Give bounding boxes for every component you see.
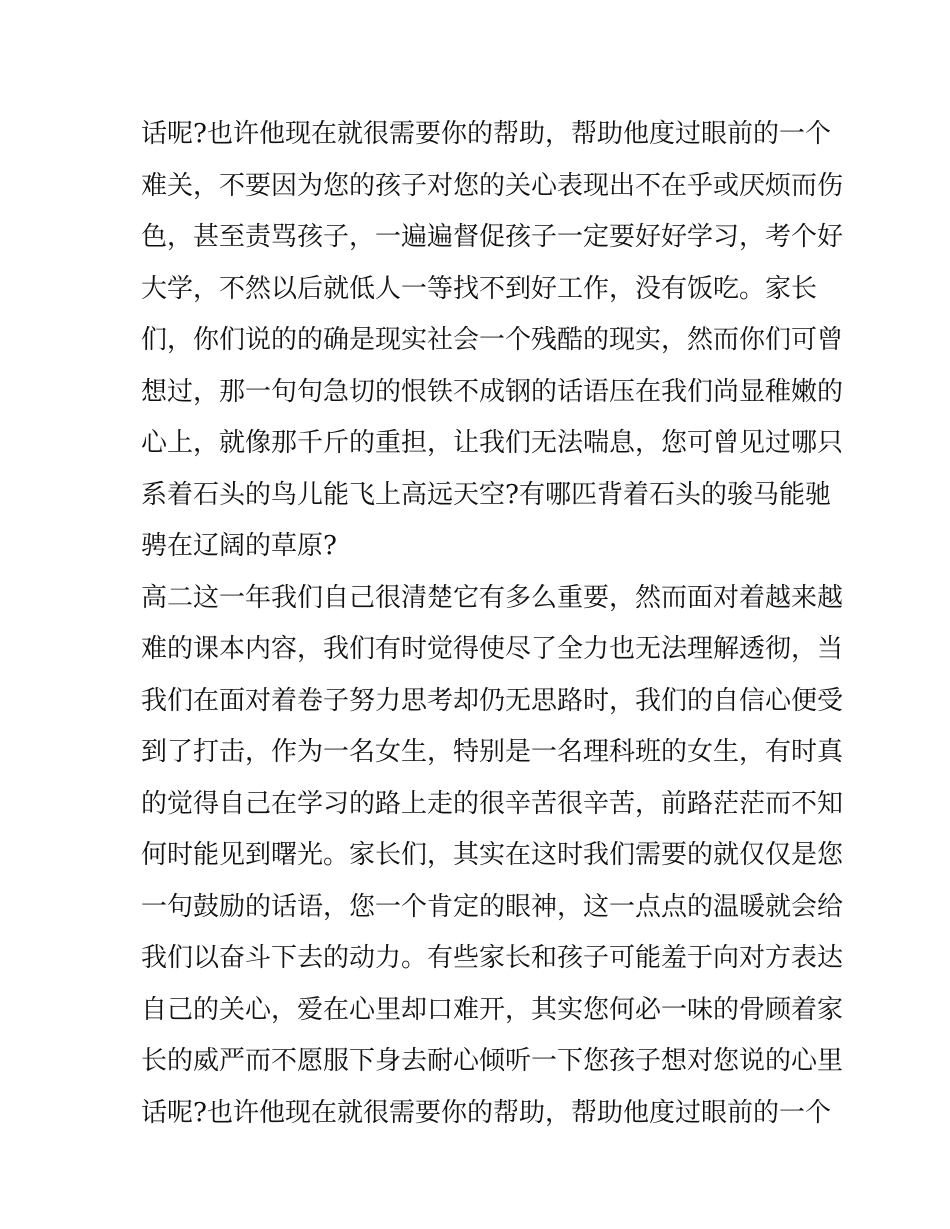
text-line: 话呢?也许他现在就很需要你的帮助，帮助他度过眼前的一个 [141, 1097, 831, 1128]
text-line: 大学，不然以后就低人一等找不到好工作，没有饭吃。家长 [141, 273, 818, 304]
body-text [141, 109, 844, 1139]
text-line: 我们在面对着卷子努力思考却仍无思路时，我们的自信心便受 [141, 685, 844, 716]
text-line: 们，你们说的的确是现实社会一个残酷的现实，然而你们可曾 [141, 325, 844, 355]
text-line: 长的威严而不愿服下身去耐心倾听一下您孩子想对您说的心里 [141, 1046, 844, 1076]
text-line: 骋在辽阔的草原? [141, 531, 337, 561]
text-line: 想过，那一句句急切的恨铁不成钢的话语压在我们尚显稚嫩的 [141, 376, 844, 407]
text-line: 话呢?也许他现在就很需要你的帮助，帮助他度过眼前的一个 [141, 119, 831, 149]
text-line: 一句鼓励的话语，您一个肯定的眼神，这一点点的温暖就会给 [141, 891, 844, 922]
text-line: 难关，不要因为您的孩子对您的关心表现出不在乎或厌烦而伤 [141, 170, 844, 201]
text-line: 系着石头的鸟儿能飞上高远天空?有哪匹背着石头的骏马能驰 [141, 479, 831, 510]
text-line: 的觉得自己在学习的路上走的很辛苦很辛苦，前路茫茫而不知 [141, 788, 844, 819]
text-line: 难的课本内容，我们有时觉得使尽了全力也无法理解透彻，当 [141, 634, 844, 664]
text-line: 我们以奋斗下去的动力。有些家长和孩子可能羞于向对方表达 [141, 943, 844, 973]
text-line: 自己的关心，爱在心里却口难开，其实您何必一味的骨顾着家 [141, 994, 844, 1025]
text-line: 高二这一年我们自己很清楚它有多么重要，然而面对着越来越 [141, 582, 844, 613]
text-line: 心上，就像那千斤的重担，让我们无法喘息，您可曾见过哪只 [141, 428, 844, 458]
text-line: 到了打击，作为一名女生，特别是一名理科班的女生，有时真 [141, 737, 844, 767]
text-line: 何时能见到曙光。家长们，其实在这时我们需要的就仅仅是您 [141, 840, 844, 870]
text-line: 色，甚至责骂孩子，一遍遍督促孩子一定要好好学习，考个好 [141, 222, 844, 252]
